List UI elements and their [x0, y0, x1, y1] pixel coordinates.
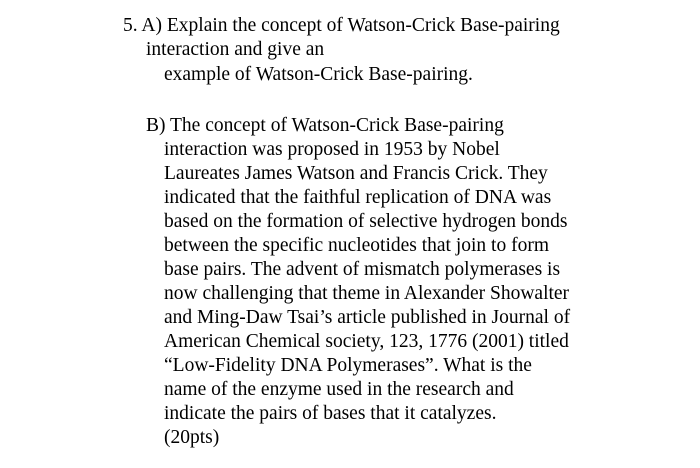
part-b-line-13: indicate the pairs of bases that it catalyzes. [164, 403, 497, 424]
part-b-line-4: indicated that the faithful replication of DNA was [164, 187, 552, 208]
part-b-line-11: “Low-Fidelity DNA Polymerases”. What is the [164, 355, 532, 376]
part-b-line-1: B) The concept of Watson-Crick Base-pairing [146, 115, 504, 136]
part-b-line-2: interaction was proposed in 1953 by Nobel [164, 139, 500, 160]
part-b-line-6: between the specific nucleotides that join to form [164, 235, 550, 256]
part-b-line-10: American Chemical society, 123, 1776 (2001) titled [164, 331, 569, 352]
part-b-line-9: and Ming-Daw Tsai’s article published in Journal of [164, 307, 571, 328]
part-a-line-1: 5. A) Explain the concept of Watson-Crick Base-pairing [123, 15, 560, 36]
part-b-line-8: now challenging that theme in Alexander Showalter [164, 283, 570, 304]
part-a-line-3: example of Watson-Crick Base-pairing. [164, 64, 473, 85]
part-b-line-5: based on the formation of selective hydrogen bonds [164, 211, 568, 232]
part-b-line-12: name of the enzyme used in the research and [164, 379, 514, 400]
part-a-line-2: interaction and give an [146, 39, 325, 60]
part-b-points: (20pts) [164, 427, 220, 448]
part-b-line-3: Laureates James Watson and Francis Crick. They [164, 163, 548, 184]
part-b-line-7: base pairs. The advent of mismatch polymerases is [164, 259, 561, 280]
